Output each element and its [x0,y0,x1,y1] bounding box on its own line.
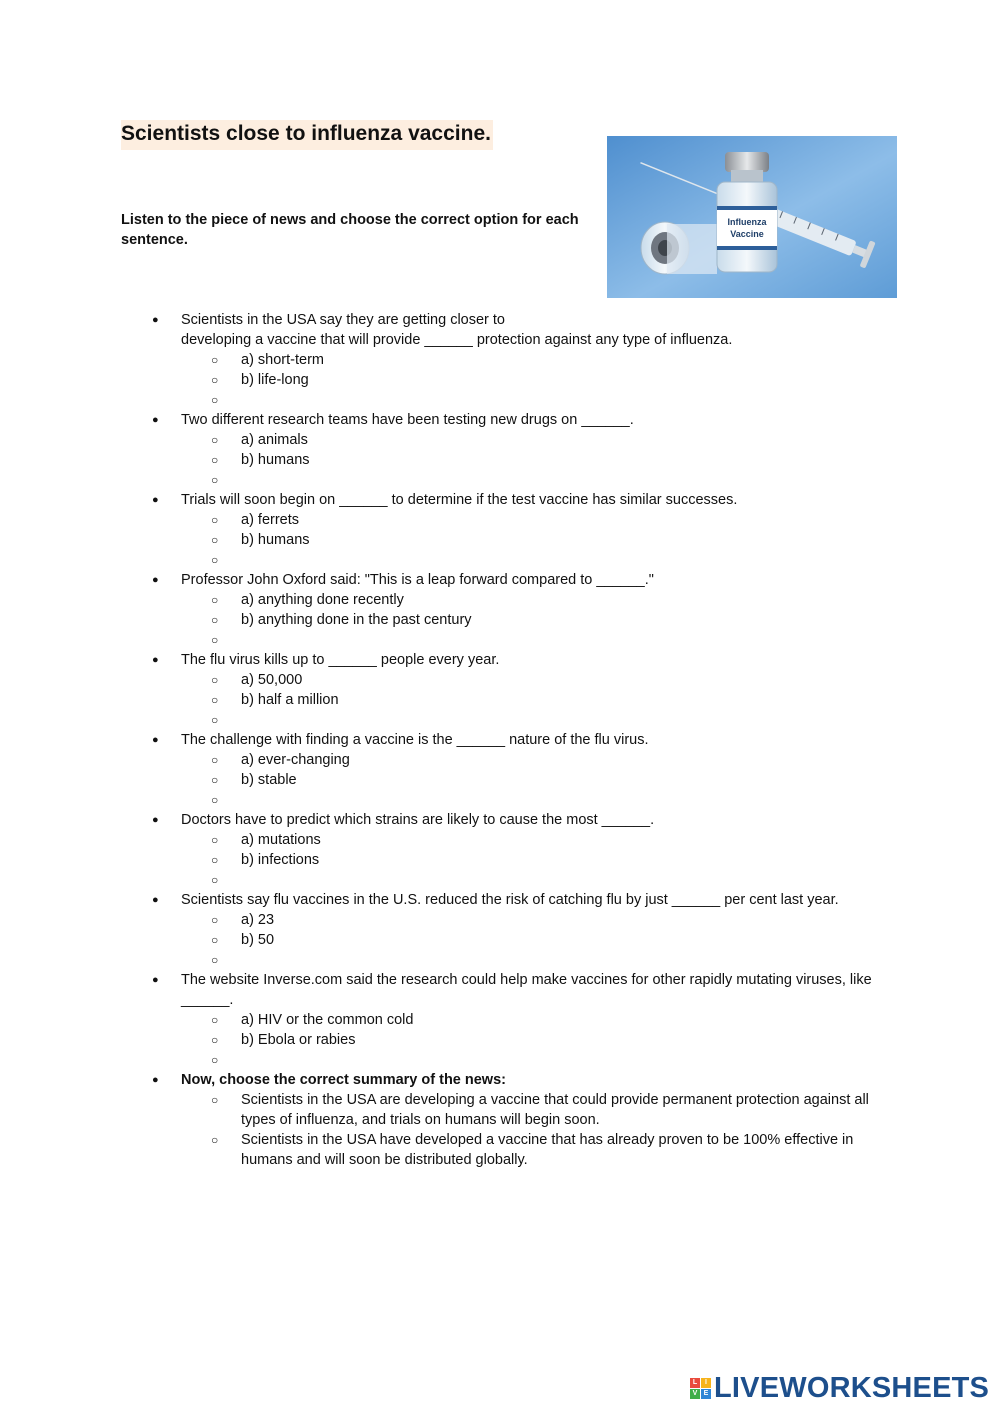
question-list [152,310,882,1170]
bullet-icon: ● [152,974,159,986]
circle-bullet-icon: ○ [211,853,219,867]
answer-option[interactable] [181,350,882,370]
question-text: Doctors have to predict which strains are likely to cause the most ______. [181,812,655,828]
answer-option[interactable] [181,690,882,710]
logo-block: V [690,1389,700,1399]
circle-bullet-icon: ○ [211,713,219,727]
answer-option[interactable] [181,770,882,790]
circle-bullet-icon: ○ [211,373,219,387]
answer-option[interactable] [181,370,882,390]
circle-bullet-icon: ○ [211,433,219,447]
answer-option[interactable] [181,1130,882,1170]
circle-bullet-icon: ○ [211,593,219,607]
lying-vial-graphic [641,222,717,274]
question-text: The challenge with finding a vaccine is the ______ nature of the flu virus. [181,732,649,748]
bullet-icon: ● [152,574,159,586]
answer-option-text: a) short-term [241,352,324,368]
question-item [152,490,882,570]
answer-option-text: a) 50,000 [241,672,303,688]
logo-block: L [690,1378,700,1388]
standing-vial-graphic [717,152,777,272]
circle-bullet-icon: ○ [211,473,219,487]
answer-option-text: b) half a million [241,692,339,708]
answer-option [181,390,882,410]
circle-bullet-icon: ○ [211,1013,219,1027]
answer-option[interactable] [181,530,882,550]
circle-bullet-icon: ○ [211,933,219,947]
answer-option-text: Scientists in the USA have developed a vaccine that has already proven to be 100% effective in humans and will soon be distributed globally. [241,1132,854,1168]
circle-bullet-icon: ○ [211,1133,219,1147]
answer-option [181,870,882,890]
logo-block: I [701,1378,711,1388]
answer-option[interactable] [181,930,882,950]
question-item [152,650,882,730]
vial-label-line2: Vaccine [730,229,764,239]
question-text: Trials will soon begin on ______ to determine if the test vaccine has similar successes. [181,492,738,508]
answer-option-text: b) humans [241,452,310,468]
question-text: Professor John Oxford said: "This is a leap forward compared to ______." [181,572,654,588]
answer-option-text: a) animals [241,432,308,448]
bullet-icon: ● [152,494,159,506]
question-text: Now, choose the correct summary of the news: [181,1072,506,1088]
circle-bullet-icon: ○ [211,613,219,627]
circle-bullet-icon: ○ [211,833,219,847]
answer-option[interactable] [181,1030,882,1050]
answer-option-text: b) Ebola or rabies [241,1032,356,1048]
question-item [152,310,882,410]
instructions: Listen to the piece of news and choose the correct option for each sentence. [121,212,579,248]
bullet-icon: ● [152,414,159,426]
circle-bullet-icon: ○ [211,953,219,967]
answer-option-text: a) HIV or the common cold [241,1012,414,1028]
answer-option-text: a) 23 [241,912,275,928]
answer-option-text: a) mutations [241,832,321,848]
answer-option-text: b) life-long [241,372,309,388]
bullet-icon: ● [152,734,159,746]
logo-text: LIVEWORKSHEETS [714,1371,990,1404]
circle-bullet-icon: ○ [211,633,219,647]
logo-blocks-icon [690,1378,711,1399]
vial-label-line1: Influenza [727,217,767,227]
circle-bullet-icon: ○ [211,1033,219,1047]
answer-option-text: b) 50 [241,932,275,948]
answer-option-text: Scientists in the USA are developing a vaccine that could provide permanent protection against all types of influenza, and trials on humans will begin soon. [241,1092,869,1128]
circle-bullet-icon: ○ [211,1053,219,1067]
answer-option-text: a) ferrets [241,512,300,528]
answer-option [181,470,882,490]
bullet-icon: ● [152,1074,159,1086]
circle-bullet-icon: ○ [211,793,219,807]
question-item [152,810,882,890]
answer-option [181,1050,882,1070]
answer-option[interactable] [181,1010,882,1030]
answer-option-text: b) stable [241,772,297,788]
bullet-icon: ● [152,654,159,666]
answer-option [181,790,882,810]
question-item [152,970,882,1070]
answer-option-text: a) anything done recently [241,592,404,608]
question-item [152,1070,882,1170]
answer-option[interactable] [181,590,882,610]
circle-bullet-icon: ○ [211,773,219,787]
answer-option [181,710,882,730]
answer-option-text: b) humans [241,532,310,548]
bullet-icon: ● [152,814,159,826]
answer-option[interactable] [181,750,882,770]
circle-bullet-icon: ○ [211,453,219,467]
answer-option[interactable] [181,450,882,470]
answer-option [181,550,882,570]
circle-bullet-icon: ○ [211,553,219,567]
question-text: Two different research teams have been testing new drugs on ______. [181,412,634,428]
vaccine-photo [607,136,897,298]
question-text: The website Inverse.com said the research could help make vaccines for other rapidly mutating viruses, like ______. [181,972,872,1008]
answer-option[interactable] [181,670,882,690]
question-item [152,410,882,490]
circle-bullet-icon: ○ [211,533,219,547]
answer-option[interactable] [181,510,882,530]
answer-option-text: a) ever-changing [241,752,350,768]
circle-bullet-icon: ○ [211,393,219,407]
circle-bullet-icon: ○ [211,753,219,767]
answer-option[interactable] [181,850,882,870]
logo-block: E [701,1389,711,1399]
question-text: Scientists in the USA say they are getting closer to developing a vaccine that will provide ______ protection against any type of influenza. [181,312,733,348]
circle-bullet-icon: ○ [211,353,219,367]
answer-option[interactable] [181,610,882,630]
question-item [152,890,882,970]
answer-option[interactable] [181,830,882,850]
question-item [152,730,882,810]
circle-bullet-icon: ○ [211,693,219,707]
question-text: The flu virus kills up to ______ people every year. [181,652,500,668]
answer-option[interactable] [181,910,882,930]
answer-option[interactable] [181,1090,882,1130]
circle-bullet-icon: ○ [211,673,219,687]
answer-option [181,950,882,970]
bullet-icon: ● [152,894,159,906]
circle-bullet-icon: ○ [211,873,219,887]
answer-option-text: b) anything done in the past century [241,612,472,628]
worksheet-title: Scientists close to influenza vaccine. [121,120,493,150]
answer-option [181,630,882,650]
answer-option-text: b) infections [241,852,320,868]
question-item [152,570,882,650]
circle-bullet-icon: ○ [211,913,219,927]
bullet-icon: ● [152,314,159,326]
question-text: Scientists say flu vaccines in the U.S. reduced the risk of catching flu by just ______ per cent last year. [181,892,839,908]
liveworksheets-logo [690,1372,989,1404]
answer-option[interactable] [181,430,882,450]
circle-bullet-icon: ○ [211,1093,219,1107]
circle-bullet-icon: ○ [211,513,219,527]
